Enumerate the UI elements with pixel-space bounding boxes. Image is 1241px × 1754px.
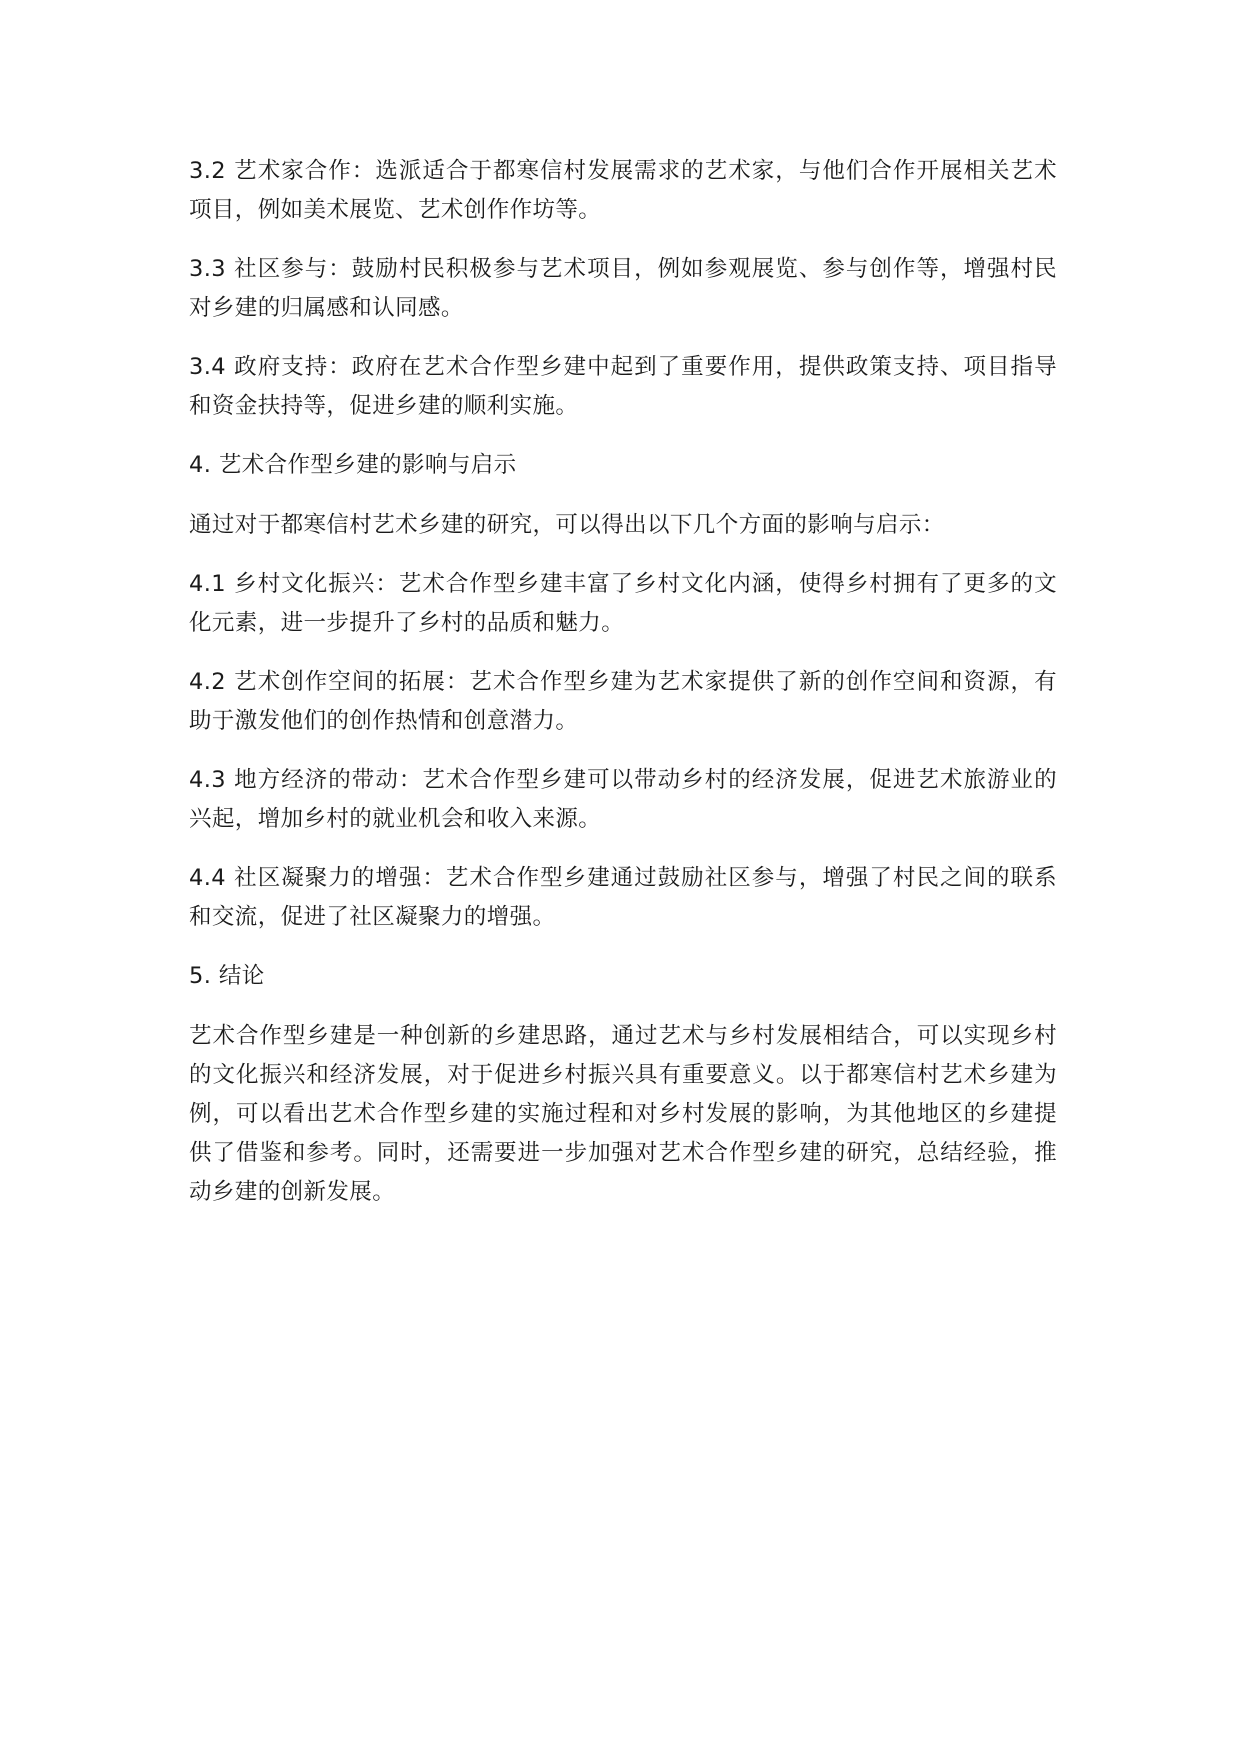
paragraph-conclusion: 艺术合作型乡建是一种创新的乡建思路，通过艺术与乡村发展相结合，可以实现乡村的文化振兴和经济发展，对于促进乡村振兴具有重要意义。以于都寒信村艺术乡建为例，可以看出艺术合作型乡建的实施过程和对乡村发展的影响，为其他地区的乡建提供了借鉴和参考。同时，还需要进一步加强对艺术合作型乡建的研究，总结经验，推动乡建的创新发展。 bbox=[189, 1023, 1057, 1205]
section-heading-5: 5. 结论 bbox=[189, 963, 265, 989]
section-heading-4: 4. 艺术合作型乡建的影响与启示 bbox=[189, 452, 517, 478]
paragraph-3-4-government-support: 3.4 政府支持：政府在艺术合作型乡建中起到了重要作用，提供政策支持、项目指导和资金扶持等，促进乡建的顺利实施。 bbox=[189, 354, 1057, 419]
paragraph-4-4-community-cohesion: 4.4 社区凝聚力的增强：艺术合作型乡建通过鼓励社区参与，增强了村民之间的联系和交流，促进了社区凝聚力的增强。 bbox=[189, 865, 1057, 930]
paragraph-4-2-creative-space: 4.2 艺术创作空间的拓展：艺术合作型乡建为艺术家提供了新的创作空间和资源，有助于激发他们的创作热情和创意潜力。 bbox=[189, 669, 1057, 734]
paragraph-4-3-local-economy: 4.3 地方经济的带动：艺术合作型乡建可以带动乡村的经济发展，促进艺术旅游业的兴起，增加乡村的就业机会和收入来源。 bbox=[189, 767, 1057, 832]
paragraph-3-2-artist-cooperation: 3.2 艺术家合作：选派适合于都寒信村发展需求的艺术家，与他们合作开展相关艺术项目，例如美术展览、艺术创作作坊等。 bbox=[189, 158, 1057, 223]
paragraph-4-1-cultural-revitalization: 4.1 乡村文化振兴：艺术合作型乡建丰富了乡村文化内涵，使得乡村拥有了更多的文化元素，进一步提升了乡村的品质和魅力。 bbox=[189, 571, 1057, 636]
document-page bbox=[189, 152, 1057, 1232]
paragraph-3-3-community-participation: 3.3 社区参与：鼓励村民积极参与艺术项目，例如参观展览、参与创作等，增强村民对乡建的归属感和认同感。 bbox=[189, 256, 1057, 321]
paragraph-section-4-intro: 通过对于都寒信村艺术乡建的研究，可以得出以下几个方面的影响与启示： bbox=[189, 512, 945, 538]
